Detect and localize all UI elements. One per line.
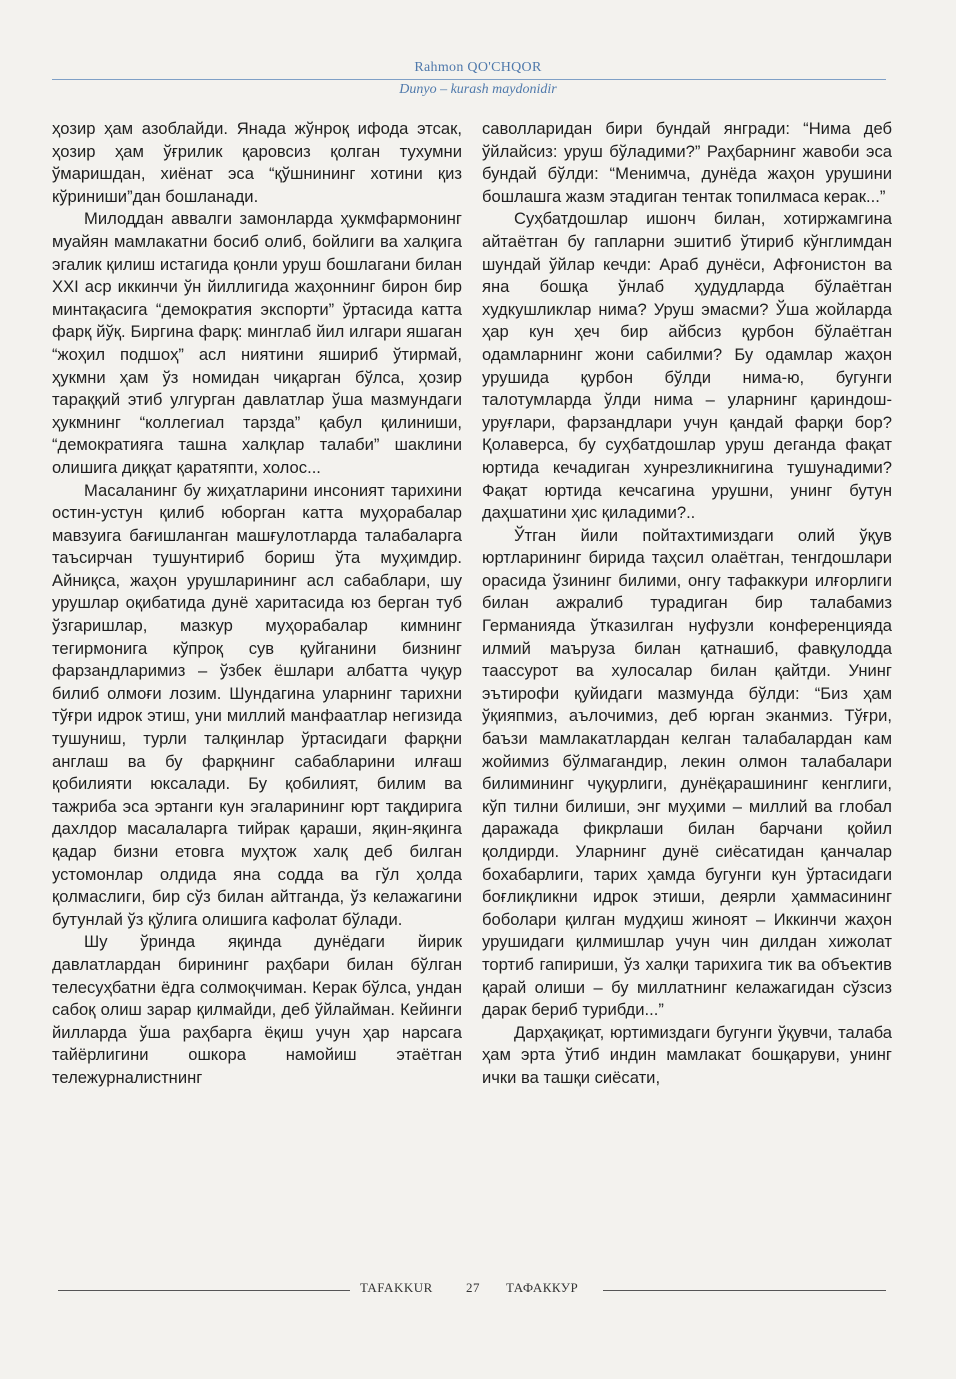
paragraph: Ўтган йили пойтахтимиздаги олий ўқув юртларининг бирида таҳсил олаётган, тенгдошлари орасида ўзининг билими, онгу тафаккури илғорлиги билан ажралиб турадиган бир талабамиз Германияда ўтказилган нуфузли конференцияда илмий маъруза билан қатнашиб, фавқулодда таассурот ва хулосалар билан қайтди. Унинг эътирофи қуйидаги мазмунда бўлди: “Биз ҳам ўқияпмиз, аълочимиз, деб юрган эканмиз. Тўғри, баъзи мамлакатлардан келган талабалардан кам жойимиз бўлмагандир, лекин олмон талабалари билимининг чуқурлиги, дунёқарашининг кенглиги, кўп тилни билиши, энг муҳими – миллий ва глобал даражада фикрлаши билан барчани қойил қолдирди. Уларнинг дунё сиёсатидан қанчалар бохабарлиги, тарих ҳамда бугунги кун ўртасидаги боғлиқликни идрок этиши, деярли ҳаммасининг боболари қилган мудҳиш жиноят – Иккинчи жаҳон урушидаги қилмишлар учун чин дилдан хижолат тортиб гапириши, ўз халқи тарихига тик ва объектив қарай олиши – бу миллатнинг келажагидан сўзсиз дарак бериб турибди...” bbox=[482, 525, 892, 1020]
paragraph: Дарҳақиқат, юртимиздаги бугунги ўқувчи, талаба ҳам эрта ўтиб индин мамлакат бошқаруви, унинг ички ва ташқи сиёсати, bbox=[482, 1022, 892, 1087]
paragraph: Шу ўринда яқинда дунёдаги йирик давлатлардан бирининг раҳбари билан бўлган телесуҳбатни ёдга солмоқчиман. Керак бўлса, ундан сабоқ олиш зарар қилмайди, деб ўйлайман. Кейинги йилларда ўша раҳбарга ёқиш учун ҳар нарсага тайёрлигини ошкора намойиш этаётган тележурналистнинг bbox=[52, 932, 462, 1087]
paragraph: саволларидан бири бундай янгради: “Нима деб ўйлайсиз: уруш бўладими?” Раҳбарнинг жавоби эса бундай бўлди: “Менимча, дунёда жаҳон урушини бошлашга жазм этадиган тентак топилмаса керак...” bbox=[482, 119, 892, 206]
page-number: 27 bbox=[466, 1280, 480, 1295]
footer-divider-right bbox=[603, 1290, 886, 1291]
footer-magazine-title-cyrillic: ТАФАККУР bbox=[506, 1280, 579, 1295]
header-divider bbox=[52, 79, 886, 80]
paragraph: Масаланинг бу жиҳатларини инсоният тарихини остин-устун қилиб юборган катта муҳорабалар мавзуига бағишланган машғулотларда талабаларга таъсирчан тушунтириб бориш ўта муҳимдир. Айниқса, жаҳон урушларининг асл сабаблари, шу урушлар оқибатида дунё харитасида юз берган туб ўзгаришлар, мазкур муҳорабалар кимнинг тегирмонига кўпроқ сув қуйганини бизнинг фарзандларимиз – ўзбек ёшлари албатта чуқур билиб олмоғи лозим. Шундагина уларнинг тарихни тўғри идрок этиш, уни миллий манфаатлар негизида тушуниш, турли талқинлар ўртасидаги фарқни англаш ва бу фарқнинг сабабларини илғаш қобилияти юксалади. Бу қобилият, билим ва тажриба эса эртанги кун эгаларининг юрт тақдирига дахлдор масалаларга тийрак қараши, яқин-яқинга қадар бизни етовга муҳтож халқ деб билган устомонлар олдида яна содда ва гўл ҳолда қолмаслиги, бир сўз билан айтганда, ўз келажагини бутунлай ўз қўлига олишига кафолат бўлади. bbox=[52, 480, 462, 929]
page-footer bbox=[0, 1278, 956, 1302]
paragraph: Суҳбатдошлар ишонч билан, хотиржамгина айтаётган бу гапларни эшитиб ўтириб кўнглимдан шундай ўйлар кечди: Араб дунёси, Афғонистон ва яна бошқа ўнлаб ҳудудларда бўлаётган худкушликлар нима? Уруш эмасми? Ўша жойларда ҳар кун ҳеч бир айбсиз қурбон бўлаётган одамларнинг жони сабилми? Бу одамлар жаҳон урушида қурбон бўлди нима-ю, бугунги талотумларда ўлди нима – уларнинг қариндош-уруғлари, фарзандлари учун қандай фарқи бор? Қолаверса, бу суҳбатдошлар уруш деганда фақат юртида кечадиган хунрезликнигина тушунадими? Фақат юртида кечсагина урушни, унинг бутун даҳшатини ҳис қиладими?.. bbox=[482, 209, 892, 523]
page-header bbox=[0, 0, 956, 100]
paragraph: Милоддан аввалги замонларда ҳукмфармонинг муайян мамлакатни босиб олиб, бойлиги ва халқига эгалик қилиш истагида қонли уруш бошлагани билан XXI аср иккинчи ўн йиллигида жаҳоннинг бирон бир минтақасига “демократия экспорти” ўртасида катта фарқ йўқ. Биргина фарқ: минглаб йил илгари яшаган “жоҳил подшоҳ” асл ниятини яшириб ўтирмай, ҳукмни ҳам ўз номидан чиқарган бўлса, ҳозир тараққий этиб улгурган давлатлар ўша мазмундаги ҳукмнинг “коллегиал тарзда” қабул қилиниши, “демократияга ташна халқлар талаби” шаклини олишига диққат қаратяпти, холос... bbox=[52, 209, 462, 477]
header-article-title: Dunyo – kurash maydonidir bbox=[399, 82, 557, 97]
paragraph: ҳозир ҳам азоблайди. Янада жўнроқ ифода этсак, ҳозир ҳам ўғрилик қаровсиз қолган тухумни ўмаришдан, хиёнат эса “қўшнининг хотини қиз кўриниши”дан бошланади. bbox=[52, 119, 462, 206]
footer-divider-left bbox=[58, 1290, 350, 1291]
header-author: Rahmon QO'CHQOR bbox=[414, 60, 542, 75]
footer-magazine-title-latin: TAFAKKUR bbox=[360, 1280, 433, 1295]
left-text-column bbox=[52, 118, 462, 1090]
right-text-column bbox=[482, 118, 892, 1090]
